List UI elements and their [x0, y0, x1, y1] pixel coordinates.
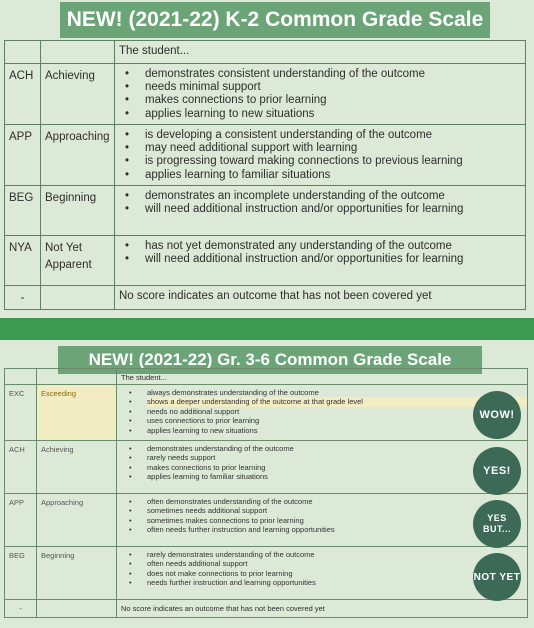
descriptor: • makes connections to prior learning — [147, 463, 527, 472]
descriptor: • demonstrates understanding of the outcome — [147, 444, 527, 453]
descriptor-list — [117, 547, 527, 588]
level-code: BEG — [5, 547, 37, 600]
k2-grade-scale-table — [4, 40, 526, 310]
table-row — [5, 385, 528, 441]
descriptor: • often needs additional support — [147, 559, 527, 568]
descriptor: • will need additional instruction and/or opportunities for learning — [145, 203, 525, 216]
table-row — [5, 186, 526, 236]
descriptor: • is progressing toward making connections to previous learning — [145, 155, 525, 168]
descriptor: • sometimes makes connections to prior learning — [147, 516, 527, 525]
level-code: APP — [5, 125, 41, 186]
k2-scale-title: NEW! (2021-22) K-2 Common Grade Scale — [60, 2, 490, 38]
level-name: Beginning — [37, 547, 117, 600]
table-row — [5, 236, 526, 286]
descriptor: • makes connections to prior learning — [145, 94, 525, 107]
table-row — [5, 125, 526, 186]
not-yet-badge-icon: NOT YET — [473, 553, 521, 601]
gr3-6-scale-title: NEW! (2021-22) Gr. 3-6 Common Grade Scale — [58, 346, 482, 374]
table-footer-row — [5, 600, 528, 618]
descriptor: • demonstrates an incomplete understanding of the outcome — [145, 190, 525, 203]
descriptor-list — [115, 125, 525, 182]
descriptor: • will need additional instruction and/or opportunities for learning — [145, 253, 525, 266]
no-score-code: - — [5, 286, 41, 310]
gr3-6-grade-scale-table — [4, 368, 528, 618]
descriptor: • does not make connections to prior learning — [147, 569, 527, 578]
level-code: EXC — [5, 385, 37, 441]
descriptor: • applies learning to familiar situations — [145, 169, 525, 182]
table-footer-row — [5, 286, 526, 310]
level-name: Achieving — [41, 64, 115, 125]
descriptor-list — [117, 441, 527, 482]
student-header: The student... — [115, 41, 526, 64]
descriptor: • has not yet demonstrated any understanding of the outcome — [145, 240, 525, 253]
descriptor: • needs no additional support — [147, 407, 527, 416]
descriptor-list — [115, 64, 525, 121]
descriptor: • sometimes needs additional support — [147, 506, 527, 515]
yes-badge-icon: YES! — [473, 447, 521, 495]
no-score-code: - — [5, 600, 37, 618]
descriptor-list — [117, 385, 527, 435]
descriptor: • always demonstrates understanding of the outcome — [147, 388, 527, 397]
descriptor: • rarely needs support — [147, 453, 527, 462]
table-header-row — [5, 369, 528, 385]
table-row — [5, 547, 528, 600]
descriptor: • rarely demonstrates understanding of the outcome — [147, 550, 527, 559]
descriptor: • applies learning to familiar situations — [147, 472, 527, 481]
descriptor-list — [115, 236, 525, 266]
yes-but-badge-icon: YES BUT... — [473, 500, 521, 548]
table-row — [5, 64, 526, 125]
level-name: Approaching — [37, 494, 117, 547]
descriptor: • applies learning to new situations — [147, 426, 527, 435]
descriptor-list — [115, 186, 525, 216]
no-score-note: No score indicates an outcome that has not been covered yet — [117, 600, 528, 618]
level-code: ACH — [5, 441, 37, 494]
descriptor: • uses connections to prior learning — [147, 416, 527, 425]
descriptor: • often demonstrates understanding of the outcome — [147, 497, 527, 506]
wow-badge-icon: WOW! — [473, 391, 521, 439]
descriptor: • often needs further instruction and learning opportunities — [147, 525, 527, 534]
table-row — [5, 441, 528, 494]
level-name: Not Yet Apparent — [41, 236, 115, 286]
table-row — [5, 494, 528, 547]
student-header: The student... — [117, 369, 528, 385]
gr3-6-grade-scale-panel — [0, 340, 534, 628]
no-score-note: No score indicates an outcome that has not been covered yet — [115, 286, 526, 310]
descriptor: • shows a deeper understanding of the outcome at that grade level — [147, 397, 527, 406]
level-code: ACH — [5, 64, 41, 125]
level-name: Exceeding — [37, 385, 117, 441]
level-name: Approaching — [41, 125, 115, 186]
descriptor: • demonstrates consistent understanding of the outcome — [145, 68, 525, 81]
level-name: Achieving — [37, 441, 117, 494]
descriptor: • needs minimal support — [145, 81, 525, 94]
descriptor-list — [117, 494, 527, 535]
descriptor: • applies learning to new situations — [145, 108, 525, 121]
level-name: Beginning — [41, 186, 115, 236]
level-code: NYA — [5, 236, 41, 286]
descriptor: • is developing a consistent understanding of the outcome — [145, 129, 525, 142]
descriptor: • may need additional support with learning — [145, 142, 525, 155]
table-header-row — [5, 41, 526, 64]
level-code: APP — [5, 494, 37, 547]
level-code: BEG — [5, 186, 41, 236]
descriptor: • needs further instruction and learning opportunities — [147, 578, 527, 587]
